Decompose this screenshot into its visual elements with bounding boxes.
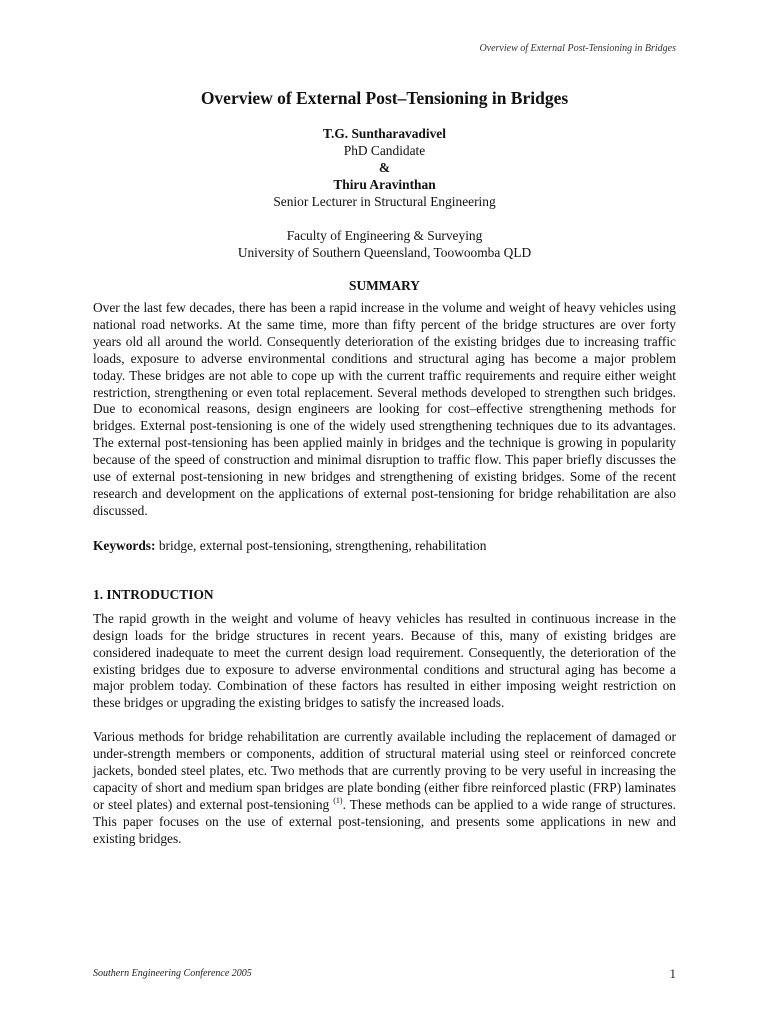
page-number: 1 <box>669 966 676 981</box>
author-role: Senior Lecturer in Structural Engineering <box>273 194 496 209</box>
citation-reference: (1) <box>333 795 343 805</box>
page-content <box>93 88 676 848</box>
footer-conference: Southern Engineering Conference 2005 <box>93 968 252 979</box>
keywords-text: bridge, external post-tensioning, strengthening, rehabilitation <box>155 537 487 553</box>
keywords-label: Keywords: <box>93 537 156 553</box>
summary-paragraph: Over the last few decades, there has been a rapid increase in the volume and weight of heavy vehicles using national road networks. At the same time, more than fifty percent of the bridge structures are over forty years old all around the world. Consequently deterioration of the existing bridges due to increasing traffic loads, exposure to adverse environmental conditions and structural aging has become a major problem today. These bridges are not able to cope up with the current traffic requirements and require either weight restriction, strengthening or even total replacement. Several methods developed to strengthen such bridges. Due to economical reasons, design engineers are looking for cost–effective strengthening methods for bridges. External post-tensioning is one of the widely used strengthening techniques due to its advantages. The external post-tensioning has been applied mainly in bridges and the technique is growing in popularity because of the speed of construction and minimal disruption to traffic flow. This paper briefly discusses the use of external post-tensioning in new bridges and strengthening of existing bridges. Some of the recent research and development on the applications of external post-tensioning for bridge rehabilitation are also discussed. <box>93 300 676 518</box>
affiliation-university: University of Southern Queensland, Toowoomba QLD <box>237 245 532 260</box>
summary-heading: SUMMARY <box>349 278 420 293</box>
keywords-line <box>93 537 676 554</box>
intro-paragraph-2 <box>93 729 676 847</box>
paper-title: Overview of External Post–Tensioning in Bridges <box>200 88 569 108</box>
author-name: T.G. Suntharavadivel <box>323 126 446 141</box>
running-header: Overview of External Post-Tensioning in Bridges <box>479 43 676 54</box>
author-block <box>93 125 676 261</box>
affiliation-faculty: Faculty of Engineering & Surveying <box>286 228 483 243</box>
author-name: Thiru Aravinthan <box>333 177 436 192</box>
author-separator: & <box>378 160 391 175</box>
section-heading: 1. INTRODUCTION <box>93 586 214 602</box>
intro-paragraph-1: The rapid growth in the weight and volume of heavy vehicles has resulted in continuous increase in the design loads for the bridge structures in recent years. Because of this, many of existing bridges are considered inadequate to meet the current design load requirement. Consequently, the deterioration of the existing bridges due to exposure to adverse environmental conditions and structural aging has become a major problem today. Combination of these factors has resulted in either imposing weight restriction on these bridges or upgrading the existing bridges to satisfy the increased loads. <box>93 610 676 711</box>
intro-paragraph-2-continued: . These methods can be applied to a wide range of structures. This paper focuses on the use of external post-tensioning, and presents some applications in new and existing bridges. <box>93 796 676 846</box>
intro-paragraph-2-text: Various methods for bridge rehabilitation are currently available including the replacement of damaged or under-strength members or components, addition of structural material using steel or reinforced concrete jackets, bonded steel plates, etc. Two methods that are currently proving to be very useful in increasing the capacity of short and medium span bridges are plate bonding (either fibre reinforced plastic (FRP) laminates or steel plates) and external post-tensioning <box>93 729 676 812</box>
author-role: PhD Candidate <box>343 143 426 158</box>
